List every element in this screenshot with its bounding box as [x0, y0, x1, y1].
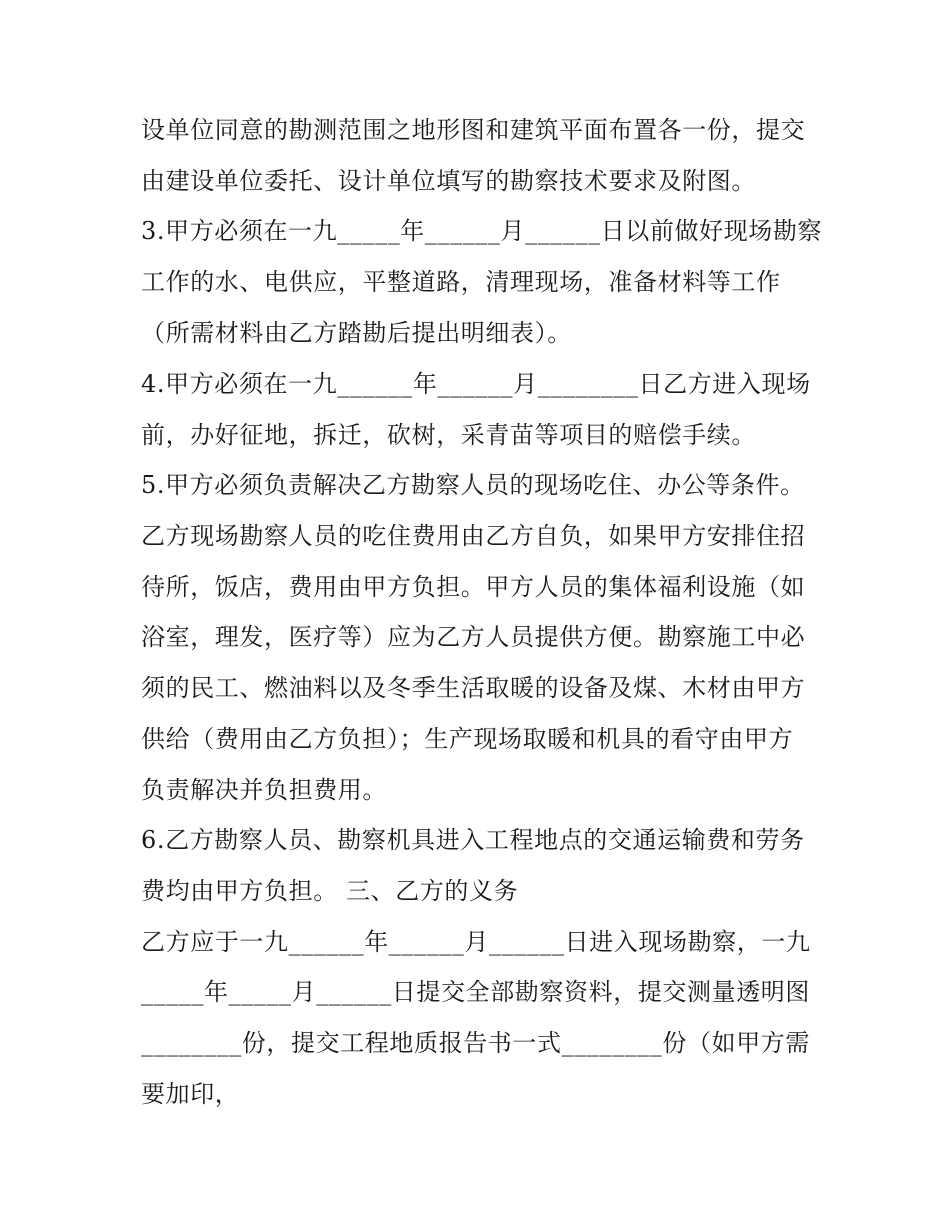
text-line: 设单位同意的勘测范围之地形图和建筑平面布置各一份，提交 [141, 116, 806, 144]
text-line: 工作的水、电供应，平整道路，清理现场，准备材料等工作 [141, 268, 781, 296]
text-line: _____年_____月______日提交全部勘察资料，提交测量透明图 [141, 978, 810, 1006]
text-line: 负责解决并负担费用。 [141, 776, 387, 804]
text-line: 6.乙方勘察人员、勘察机具进入工程地点的交通运输费和劳务 [141, 826, 805, 854]
text-line: 5.甲方必须负责解决乙方勘察人员的现场吃住、办公等条件。 [141, 471, 805, 499]
text-line: 4.甲方必须在一九______年______月________日乙方进入现场 [141, 370, 811, 398]
text-line: 须的民工、燃油料以及冬季生活取暖的设备及煤、木材由甲方 [141, 674, 806, 702]
text-line: ________份，提交工程地质报告书一式________份（如甲方需 [141, 1029, 810, 1057]
text-line: 待所，饭店，费用由甲方负担。甲方人员的集体福利设施（如 [141, 573, 806, 601]
text-line: 费均由甲方负担。 三、乙方的义务 [141, 877, 519, 905]
text-line: 前，办好征地，拆迁，砍树，采青苗等项目的赔偿手续。 [141, 421, 756, 449]
text-line: 供给（费用由乙方负担）；生产现场取暖和机具的看守由甲方 [141, 725, 794, 753]
text-line: 乙方应于一九______年______月______日进入现场勘察，一九 [141, 928, 811, 956]
text-line: （所需材料由乙方踏勘后提出明细表）。 [141, 319, 572, 347]
text-line: 3.甲方必须在一九_____年______月______日以前做好现场勘察 [141, 217, 823, 245]
text-line: 由建设单位委托、设计单位填写的勘察技术要求及附图。 [141, 167, 756, 195]
text-line: 要加印， [141, 1080, 240, 1108]
text-line: 浴室，理发，医疗等）应为乙方人员提供方便。勘察施工中必 [141, 623, 806, 651]
text-line: 乙方现场勘察人员的吃住费用由乙方自负，如果甲方安排住招 [141, 522, 806, 550]
